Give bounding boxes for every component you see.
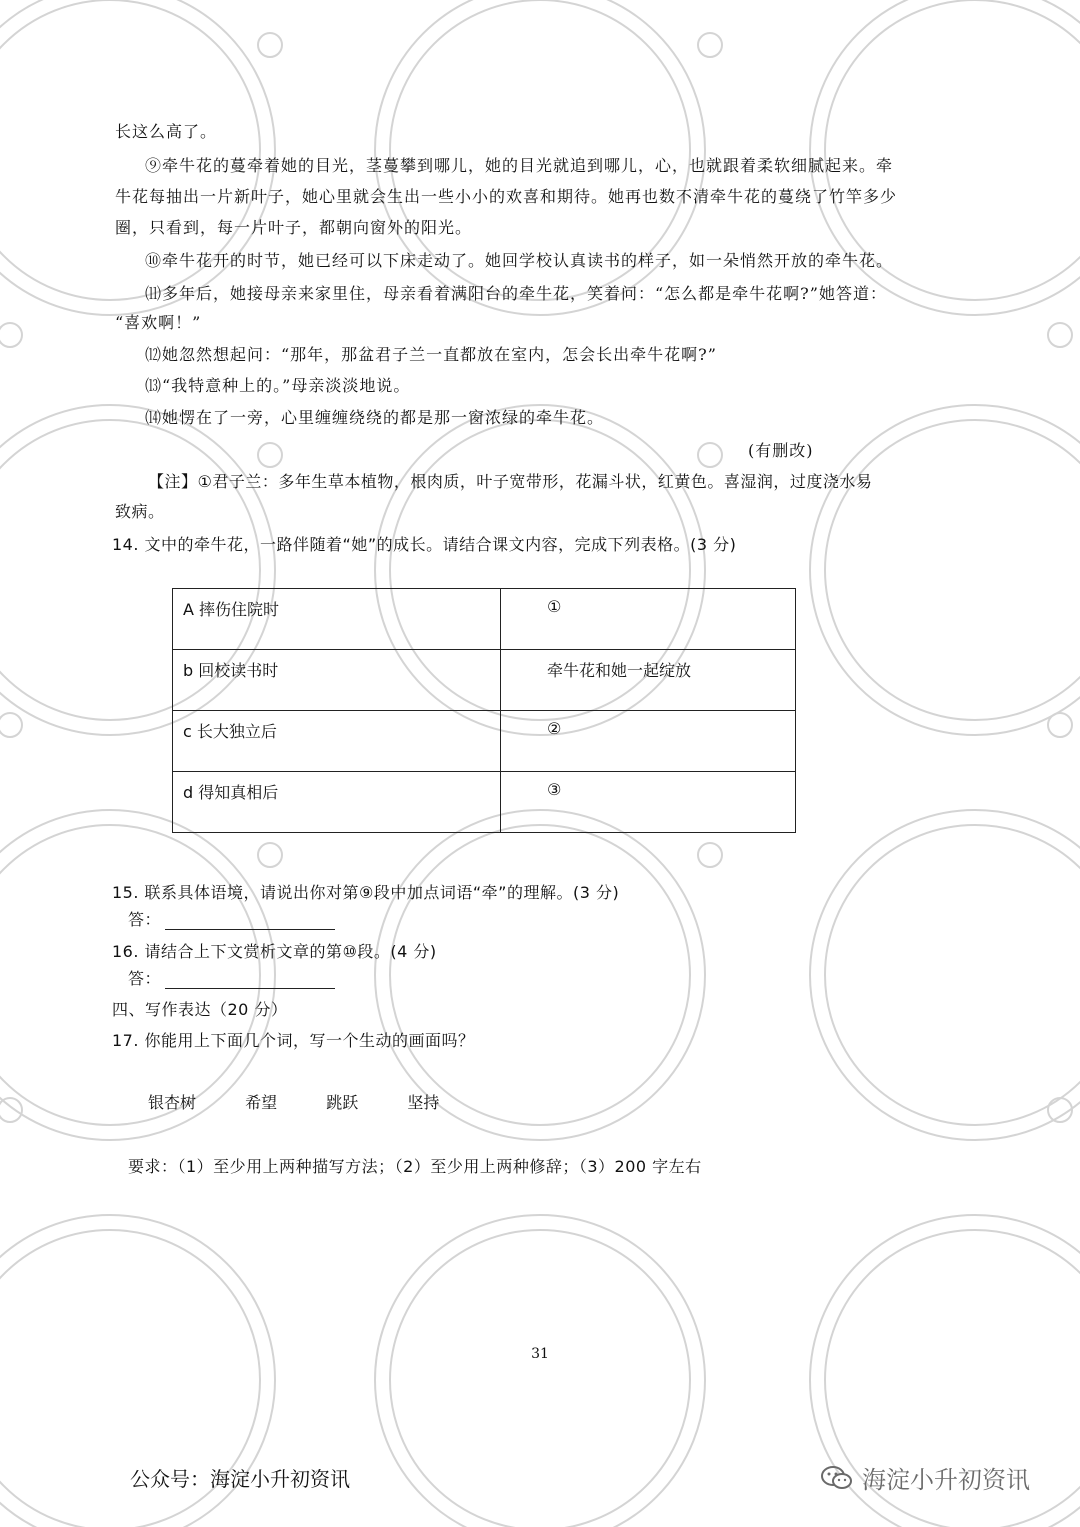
- wechat-icon: [820, 1465, 854, 1491]
- footer-brand-name: 海淀小升初资讯: [862, 1466, 1030, 1494]
- q15-answer-label: 答：: [128, 910, 162, 929]
- paragraph-9-line-1: ⑨牵牛花的蔓牵着她的目光，茎蔓攀到哪儿，她的目光就追到哪儿，心，也就跟着柔软细腻起来。牵: [145, 156, 894, 175]
- annotation-line-2: 致病。: [115, 502, 165, 521]
- page-number: 31: [531, 1346, 549, 1362]
- table-cell-answer: ②: [501, 711, 796, 772]
- table-cell-answer: ③: [501, 772, 796, 833]
- q16-answer-label: 答：: [128, 969, 162, 988]
- q15-title: 15. 联系具体语境，请说出你对第⑨段中加点词语“牵”的理解。(3 分): [112, 883, 620, 902]
- story-line-top: 长这么高了。: [115, 122, 218, 141]
- q17-requirement: 要求：（1）至少用上两种描写方法；（2）至少用上两种修辞；（3）200 字左右: [128, 1157, 702, 1176]
- q17-word: 坚持: [407, 1093, 440, 1112]
- q17-word: 跳跃: [326, 1093, 359, 1112]
- q16-answer-row: [128, 969, 335, 989]
- annotation-line-1: 【注】①君子兰：多年生草本植物，根肉质，叶子宽带形，花漏斗状，红黄色。喜湿润，过度浇水易: [148, 472, 873, 491]
- q15-answer-row: [128, 910, 335, 930]
- q16-answer-blank[interactable]: [165, 972, 335, 989]
- q16-title: 16. 请结合上下文赏析文章的第⑩段。(4 分): [112, 942, 437, 961]
- footer-account-label: 公众号：海淀小升初资讯: [130, 1467, 350, 1491]
- paragraph-13: ⒀“我特意种上的。”母亲淡淡地说。: [145, 376, 411, 395]
- q17-word: 希望: [245, 1093, 278, 1112]
- table-row: [173, 711, 796, 772]
- q14-title: 14. 文中的牵牛花，一路伴随着“她”的成长。请结合课文内容，完成下列表格。(3 分): [112, 535, 737, 554]
- table-cell-answer: 牵牛花和她一起绽放: [501, 650, 796, 711]
- table-cell-label: d 得知真相后: [173, 772, 501, 833]
- paragraph-14: ⒁她愣在了一旁，心里缠缠绕绕的都是那一窗浓绿的牵牛花。: [145, 408, 605, 427]
- table-row: [173, 772, 796, 833]
- edited-note: (有删改): [748, 441, 814, 460]
- paragraph-9-line-3: 圈，只看到，每一片叶子，都朝向窗外的阳光。: [115, 218, 473, 237]
- q15-answer-blank[interactable]: [165, 913, 335, 930]
- table-row: [173, 650, 796, 711]
- paragraph-11-line-2: “喜欢啊！”: [115, 313, 202, 332]
- paragraph-12: ⑿她忽然想起问：“那年，那盆君子兰一直都放在室内，怎会长出牵牛花啊?”: [145, 345, 717, 364]
- paragraph-9-line-2: 牛花每抽出一片新叶子，她心里就会生出一些小小的欢喜和期待。她再也数不清牵牛花的蔓绕了竹竿多少: [115, 187, 898, 206]
- table-row: [173, 589, 796, 650]
- q17-word: 银杏树: [148, 1093, 197, 1112]
- footer-brand: [820, 1460, 1030, 1495]
- paragraph-11-line-1: ⑾多年后，她接母亲来家里住，母亲看着满阳台的牵牛花，笑着问：“怎么都是牵牛花啊?”她答道：: [145, 284, 887, 303]
- q14-table: [172, 588, 796, 833]
- table-cell-label: c 长大独立后: [173, 711, 501, 772]
- paragraph-10: ⑩牵牛花开的时节，她已经可以下床走动了。她回学校认真读书的样子，如一朵悄然开放的牵牛花。: [145, 251, 894, 270]
- q17-word-list: [148, 1093, 483, 1113]
- section-4-heading: 四、写作表达（20 分）: [112, 1000, 288, 1019]
- q17-title: 17. 你能用上下面几个词，写一个生动的画面吗？: [112, 1031, 475, 1050]
- table-cell-answer: ①: [501, 589, 796, 650]
- table-cell-label: A 摔伤住院时: [173, 589, 501, 650]
- table-cell-label: b 回校读书时: [173, 650, 501, 711]
